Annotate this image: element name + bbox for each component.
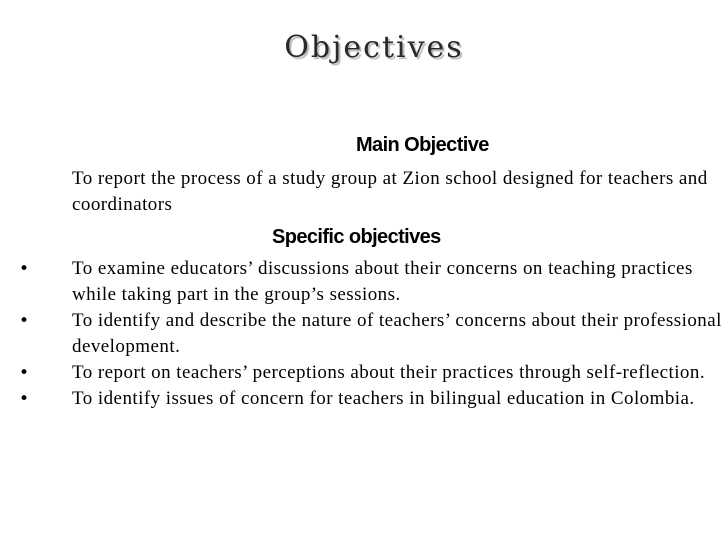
bullet-icon: • (19, 389, 30, 409)
list-item (0, 308, 728, 360)
bullet-icon: • (19, 311, 30, 331)
slide-title: Objectives (284, 30, 464, 65)
specific-objectives-list (0, 256, 728, 412)
list-item-text: To examine educators’ discussions about their concerns on teaching practices while taking part in the group’s sessions. (72, 258, 693, 305)
bullet-icon: • (19, 259, 30, 279)
list-item-text: To report on teachers’ perceptions about their practices through self-reflection. (72, 362, 706, 383)
list-item (0, 386, 728, 412)
specific-objectives-heading: Specific objectives (272, 226, 441, 248)
main-objective-text: To report the process of a study group at Zion school designed for teachers and coordinators (72, 168, 708, 215)
list-item (0, 256, 728, 308)
list-item (0, 360, 728, 386)
list-item-text: To identify and describe the nature of teachers’ concerns about their professional development. (72, 310, 722, 357)
main-objective-heading: Main Objective (356, 134, 489, 156)
bullet-icon: • (19, 363, 30, 383)
list-item-text: To identify issues of concern for teachers in bilingual education in Colombia. (72, 388, 695, 409)
